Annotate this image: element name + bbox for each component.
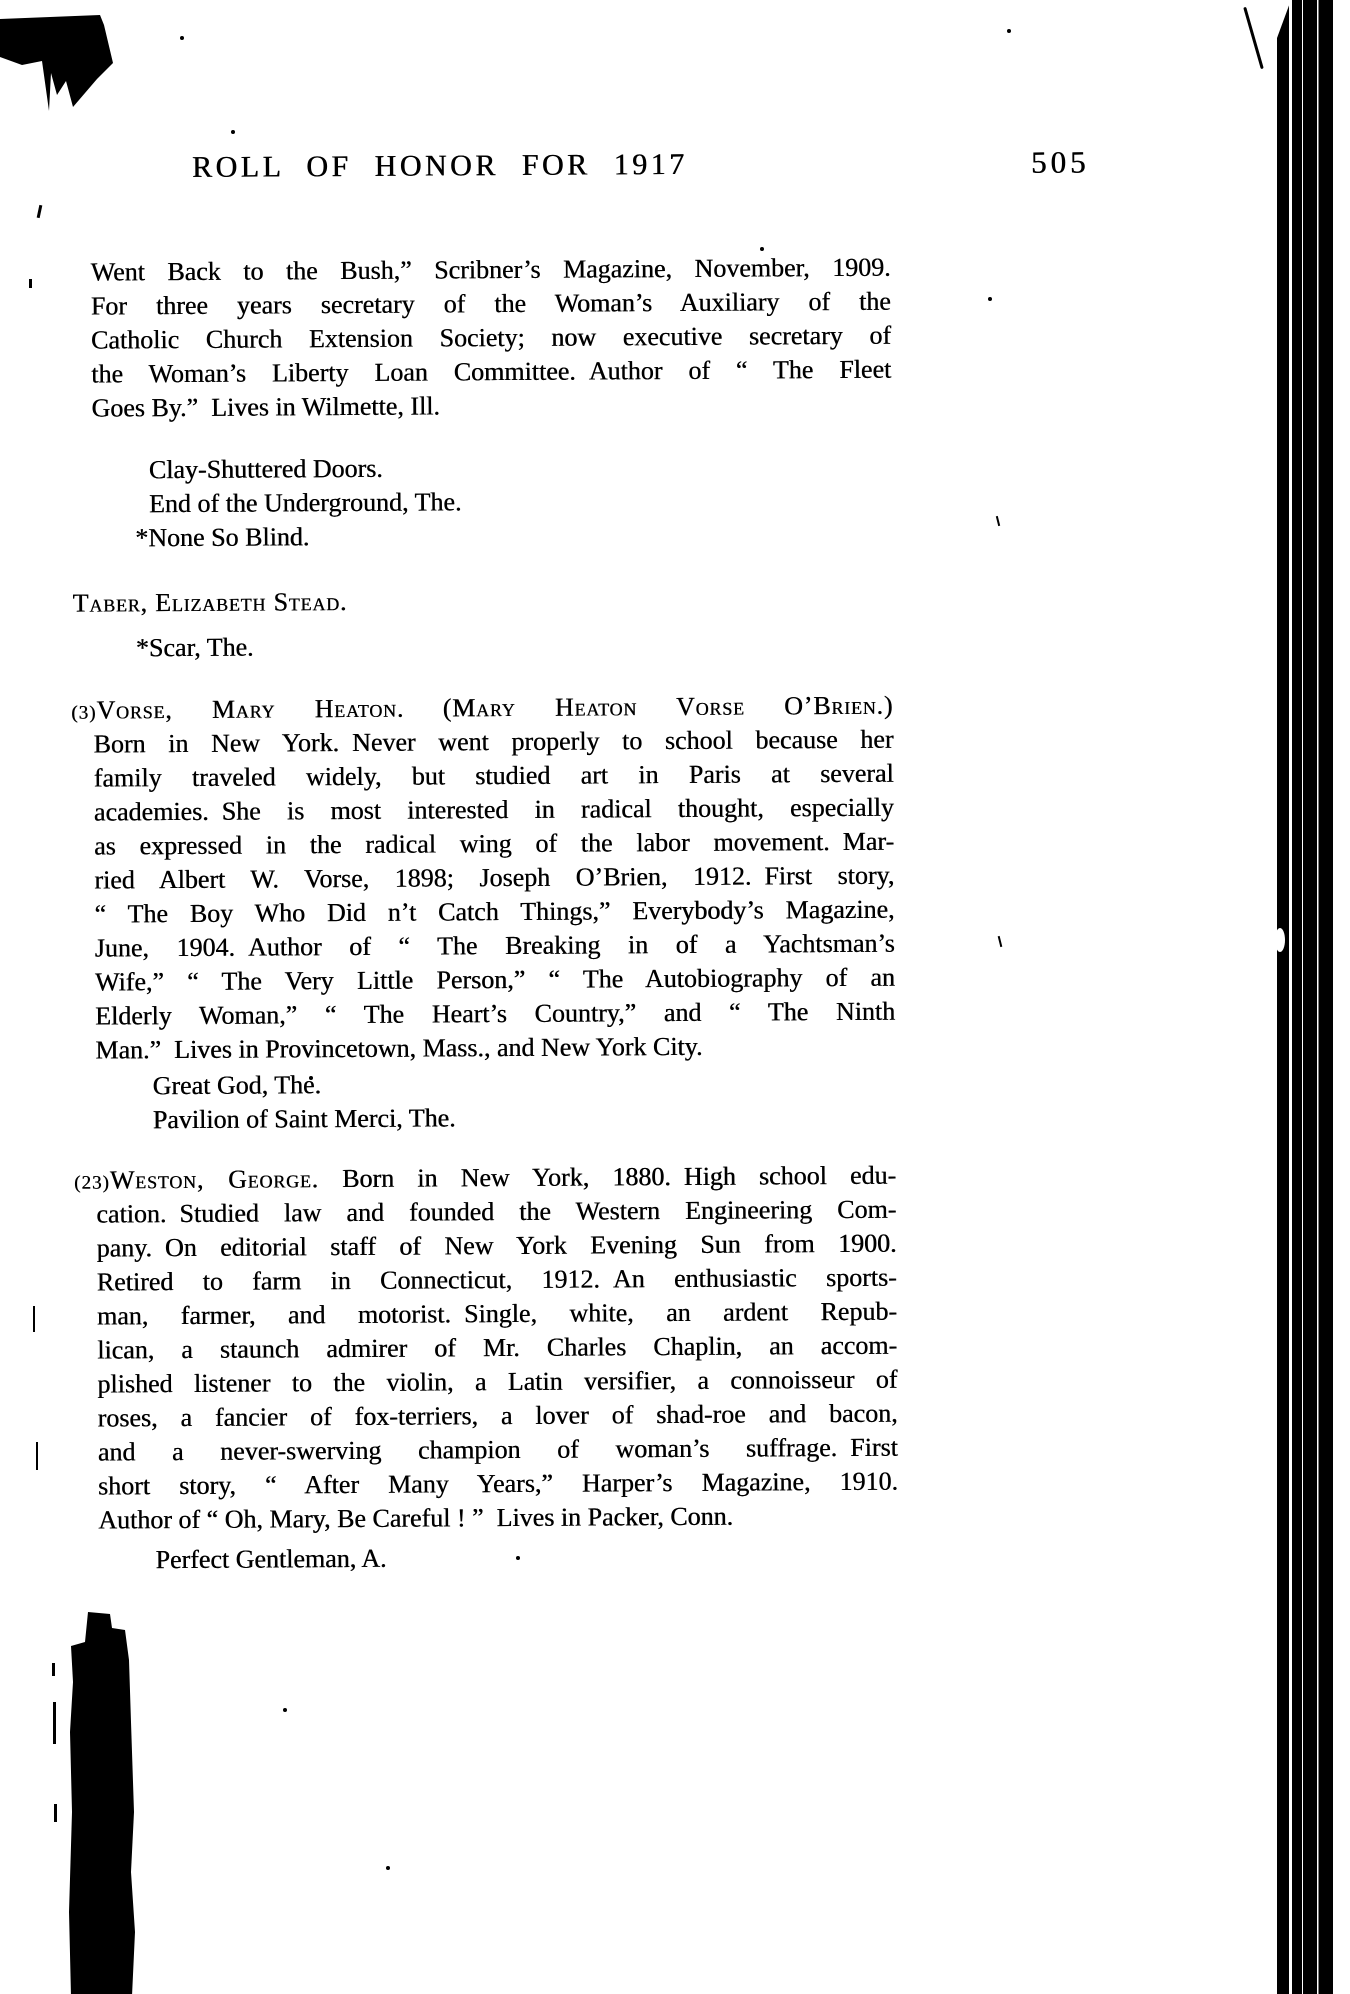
page-header-title: ROLL OF HONOR FOR 1917 (191, 147, 688, 184)
text-line: Man.” Lives in Provincetown, Mass., and New York City. (95, 1031, 703, 1065)
text-line: Perfect Gentleman, A. (155, 1543, 387, 1575)
text-line: June, 1904. Author of “ The Breaking in of a Yachtsman’s (94, 928, 895, 963)
text-line: academies. She is most interested in radical thought, especially (93, 792, 894, 827)
text-line: the Woman’s Liberty Loan Committee. Author of “ The Fleet (91, 354, 892, 389)
entry-body-weston (96, 1193, 898, 1538)
text-line: man, farmer, and motorist. Single, white, an ardent Repub- (96, 1296, 898, 1331)
entry-ref-number: (3) (71, 702, 97, 724)
text-line: Born in New York. Never went properly to school because her (93, 724, 894, 759)
page-number: 505 (1030, 144, 1090, 180)
text-line: and a never-swerving champion of woman’s suffrage. First (97, 1432, 898, 1467)
text-line: Catholic Church Extension Society; now executive secretary of (90, 320, 892, 355)
entry-body-vorse (93, 723, 895, 1068)
entry-heading-text: Born in New York, 1880. High school edu- (341, 1160, 897, 1194)
entry-name: Vorse, Mary Heaton. (96, 693, 405, 725)
text-line: Went Back to the Bush,” Scribner’s Magazine, November, 1909. (90, 252, 891, 287)
text-line: Elderly Woman,” “ The Heart’s Country,” and “ The Ninth (95, 996, 896, 1031)
story-title-list (152, 1067, 455, 1137)
text-line: Great God, The. (152, 1070, 322, 1101)
text-line: End of the Underground, The. (148, 487, 462, 519)
text-line: ried Albert W. Vorse, 1898; Joseph O’Brien, 1912. First story, (94, 860, 895, 895)
text-line: family traveled widely, but studied art in Paris at several (93, 758, 894, 793)
entry-alt-name: (Mary Heaton Vorse O’Brien.) (442, 690, 894, 723)
entry-ref-number: (23) (74, 1172, 110, 1194)
entry-name: Weston, George. (109, 1164, 319, 1195)
text-line: Retired to farm in Connecticut, 1912. An enthusiastic sports- (96, 1262, 897, 1297)
story-title-list (155, 1542, 386, 1577)
story-title-list (135, 631, 254, 666)
text-line: roses, a fancier of fox-terriers, a lover of shad-roe and bacon, (97, 1398, 898, 1433)
text-line: pany. On editorial staff of New York Evening Sun from 1900. (96, 1228, 897, 1263)
text-line: For three years secretary of the Woman’s Auxiliary of the (90, 286, 891, 321)
text-line: as expressed in the radical wing of the labor movement. Mar- (93, 826, 895, 861)
text-line: *None So Blind. (135, 522, 310, 553)
text-line: cation. Studied law and founded the Western Engineering Com- (96, 1194, 897, 1229)
text-line: short story, “ After Many Years,” Harper’s Magazine, 1910. (97, 1466, 899, 1501)
continuation-paragraph (90, 251, 891, 426)
text-line: lican, a staunch admirer of Mr. Charles Chaplin, an accom- (97, 1330, 898, 1365)
story-title-list (135, 451, 462, 555)
text-line: Goes By.” Lives in Wilmette, Ill. (91, 391, 440, 423)
text-line: “ The Boy Who Did n’t Catch Things,” Everybody’s Magazine, (94, 894, 895, 929)
text-line: plished listener to the violin, a Latin versifier, a connoisseur of (97, 1364, 898, 1399)
text-line: Author of “ Oh, Mary, Be Careful ! ” Lives in Packer, Conn. (98, 1501, 734, 1535)
entry-name-taber: Taber, Elizabeth Stead. (72, 586, 348, 618)
text-line: Pavilion of Saint Merci, The. (152, 1103, 456, 1135)
text-line: Wife,” “ The Very Little Person,” “ The Autobiography of an (94, 962, 895, 997)
text-line: *Scar, The. (135, 632, 254, 663)
text-line: Clay-Shuttered Doors. (148, 453, 383, 485)
